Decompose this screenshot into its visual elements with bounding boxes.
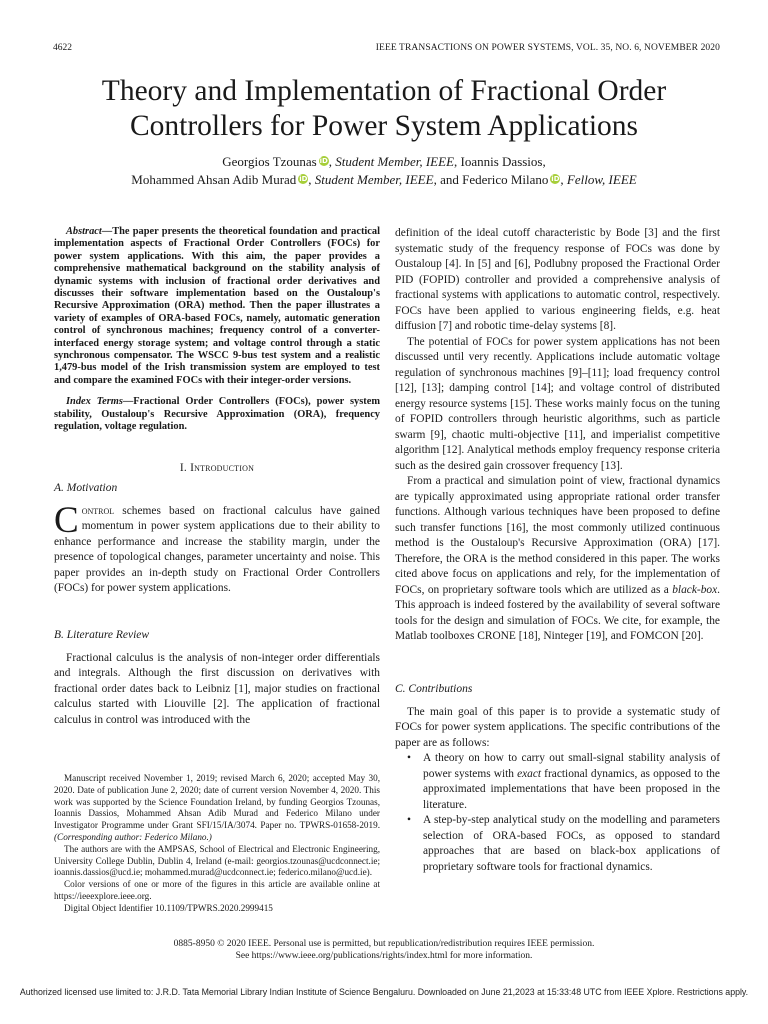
subsection-heading-contributions: C. Contributions — [395, 682, 473, 695]
abstract-text: The paper presents the theoretical foundation and practical implementation aspects of Fractional Order Controllers (FOCs) for power system applications. With this aim, the paper provides a comprehensive mathematical background on the stability analysis of dynamic systems with inclusion of fractional order derivatives and discusses their software implementation based on the Oustaloup's Recursive Approximation (ORA) method. Then the paper illustrates a variety of examples of ORA-based FOCs, namely, automatic generation control of synchronous machines; frequency control of a converter-interfaced energy storage system; and voltage control through a static synchronous compensator. The WSCC 9-bus test system and a realistic 1,479-bus model of the Irish transmission system are employed to test and compare the examined FOCs with their integer-order versions. — [54, 226, 380, 386]
orcid-icon[interactable]: iD — [319, 157, 328, 165]
author-list: Georgios Tzounas iD, Student Member, IEEE, Ioannis Dassios, Mohammed Ahsan Adib Murad iD, Student Member, IEEE, and Federico Milano iD, Fellow, IEEE — [131, 154, 637, 187]
list-item: • A theory on how to carry out small-signal stability analysis of power systems with exact fractional dynamics, as opposed to the approximated implementations that have been proposed in the literature. — [407, 752, 720, 811]
author-affiliation: Student Member, IEEE — [314, 172, 434, 187]
orcid-icon[interactable]: iD — [299, 175, 308, 183]
list-item: • A step-by-step analytical study on the modelling and parameters selection of ORA-based FOCs, as opposed to standard approaches that are based on black-box applications of proprietary software tools for fractional dynamics. — [407, 814, 720, 873]
index-terms-text: Fractional Order Controllers (FOCs), power system stability, Oustaloup's Recursive Approximation (ORA), frequency regulation, voltage regulation. — [54, 396, 380, 433]
copyright-line-1: 0885-8950 © 2020 IEEE. Personal use is permitted, but republication/redistribution requires IEEE permission. — [173, 939, 595, 949]
contributions-list — [395, 751, 720, 875]
bullet-icon: • — [407, 752, 411, 764]
footnote-doi: Digital Object Identifier 10.1109/TPWRS.2020.2999415 — [64, 902, 273, 913]
authorized-use-notice: Authorized licensed use limited to: J.R.D. Tata Memorial Library Indian Institute of Science Bengaluru. Downloaded on June 21,2023 at 15:33:48 UTC from IEEE Xplore. Restrictions apply. — [19, 987, 749, 997]
contributions-intro: The main goal of this paper is to provide a systematic study of FOCs for power system applications. The specific contributions of the paper are as follows: — [395, 705, 720, 749]
right-column — [395, 226, 720, 875]
author-name: Federico Milano — [462, 172, 549, 187]
bullet-icon: • — [407, 814, 411, 826]
subsection-heading-motivation: A. Motivation — [54, 481, 118, 494]
paper-title — [40, 74, 728, 144]
orcid-icon[interactable]: iD — [551, 175, 560, 183]
index-terms: Index Terms—Fractional Order Controllers (FOCs), power system stability, Oustaloup's Recursive Approximation (ORA), frequency regulation, voltage regulation. — [54, 396, 380, 433]
literature-review-paragraph: Fractional calculus is the analysis of non-integer order differentials and integrals. Although the first discussion on derivatives with fractional order dates back to Leibniz [1], major studies on fractional calculus started with Liouville [2]. The application of fractional calculus in control was introduced with the — [54, 651, 380, 726]
motivation-paragraph: Control schemes based on fractional calculus have gained momentum in power system applications due to their ability to enhance performance and increase the stability margin, under the presence of topological changes, parameter uncertainty and noise. This paper provides an in-depth study on Fractional Order Controllers (FOCs) for power system applications. — [54, 499, 380, 594]
abstract-label: Abstract — [66, 226, 102, 237]
left-column — [54, 226, 380, 728]
running-head: IEEE TRANSACTIONS ON POWER SYSTEMS, VOL. 35, NO. 6, NOVEMBER 2020 — [375, 43, 720, 53]
title-line-1: Theory and Implementation of Fractional Order — [101, 75, 667, 107]
author-affiliation: Student Member, IEEE — [335, 154, 455, 169]
page-number: 4622 — [53, 43, 72, 53]
footnote-authors: The authors are with the AMPSAS, School of Electrical and Electronic Engineering, University College Dublin, Dublin 4, Ireland (e-mail: georgios.tzounas@ucdconnect.ie; ioannis.dassios@ucd.ie; mohammed.murad@ucdconnect.ie; federico.milano@ucd.ie). — [54, 843, 380, 878]
footnotes — [54, 773, 380, 915]
abstract: Abstract—The paper presents the theoretical foundation and practical implementation aspects of Fractional Order Controllers (FOCs) for power system applications. With this aim, the paper provides a comprehensive mathematical background on the stability analysis of dynamic systems with inclusion of fractional order derivatives and discusses their software implementation based on the Oustaloup's Recursive Approximation (ORA) method. Then the paper illustrates a variety of examples of ORA-based FOCs, namely, automatic generation control of synchronous machines; frequency control of a converter-interfaced energy storage system; and voltage control through a static synchronous compensator. The WSCC 9-bus test system and a realistic 1,479-bus model of the Irish transmission system are employed to test and compare the examined FOCs with their integer-order versions. — [54, 226, 380, 386]
potential-paragraph: The potential of FOCs for power system applications has not been discussed until very recently. Applications include automatic voltage regulation of synchronous machines [9]–[11]; load frequency control [12], [13]; damping control [14]; and voltage control of distributed energy resource systems [15]. These works mainly focus on the tuning of FOPID controllers through heuristic algorithms, such as particle swarm [9], chaotic multi-objective [11], and imperialist competitive algorithm [12]. Analytical methods employ frequency response criteria such as the desired gain crossover frequency [13]. — [395, 335, 720, 472]
index-terms-label: Index Terms — [66, 396, 123, 408]
section-heading-introduction: I. Introduction — [179, 461, 255, 474]
copyright-line-2: See https://www.ieee.org/publications/rights/index.html for more information. — [235, 951, 533, 961]
author-name: Ioannis Dassios — [460, 154, 543, 169]
subsection-heading-literature-review: B. Literature Review — [54, 628, 150, 641]
author-name: Georgios Tzounas — [222, 154, 317, 169]
footnote-manuscript: Manuscript received November 1, 2019; revised March 6, 2020; accepted May 30, 2020. Date of publication June 2, 2020; date of current version November 4, 2020. This work was supported by the Science Foundation Ireland, by funding Georgios Tzounas, Ioannis Dassios, Mohammed Ahsan Adib Murad and Federico Milano under Investigator Programme under Grant SFI/15/IA/3074. Paper no. TPWRS-01658-2019. (Corresponding author: Federico Milano.) — [54, 773, 380, 842]
literature-review-continued: definition of the ideal cutoff characteristic by Bode [3] and the first systematic study of the frequency response of FOCs was done by Oustaloup [4]. In [5] and [6], Podlubny proposed the Fractional Order PID (FOPID) controller and provided a comprehensive analysis of fractional systems with applications to automatic control, respectively. FOCs have been applied to various engineering fields, e.g. heat diffusion [7] and robotic time-delay systems [8]. — [395, 227, 720, 332]
copyright-notice — [40, 938, 728, 962]
title-line-2: Controllers for Power System Applications — [129, 110, 638, 142]
author-affiliation: Fellow, IEEE — [566, 172, 637, 187]
author-name: Mohammed Ahsan Adib Murad — [131, 172, 297, 187]
footnote-color: Color versions of one or more of the figures in this article are available online at https://ieeexplore.ieee.org. — [54, 879, 380, 901]
practical-paragraph: From a practical and simulation point of view, fractional dynamics are typically approximated using appropriate rational order transfer functions. Although various techniques have been proposed to define such transfer functions [16], the most commonly utilized continuous method is the Oustaloup's Recursive Approximation (ORA) [17]. Therefore, the ORA is the method considered in this paper. The works cited above focus on applications and rely, for the implementation of FOCs, on proprietary software tools which are utilized as a black-box. This approach is indeed fostered by the availability of several software tools for the design and simulation of FOCs. We cite, for example, the Matlab toolboxes CRONE [18], Ninteger [19], and FOMCON [20]. — [395, 475, 720, 642]
drop-cap: C — [54, 499, 79, 541]
